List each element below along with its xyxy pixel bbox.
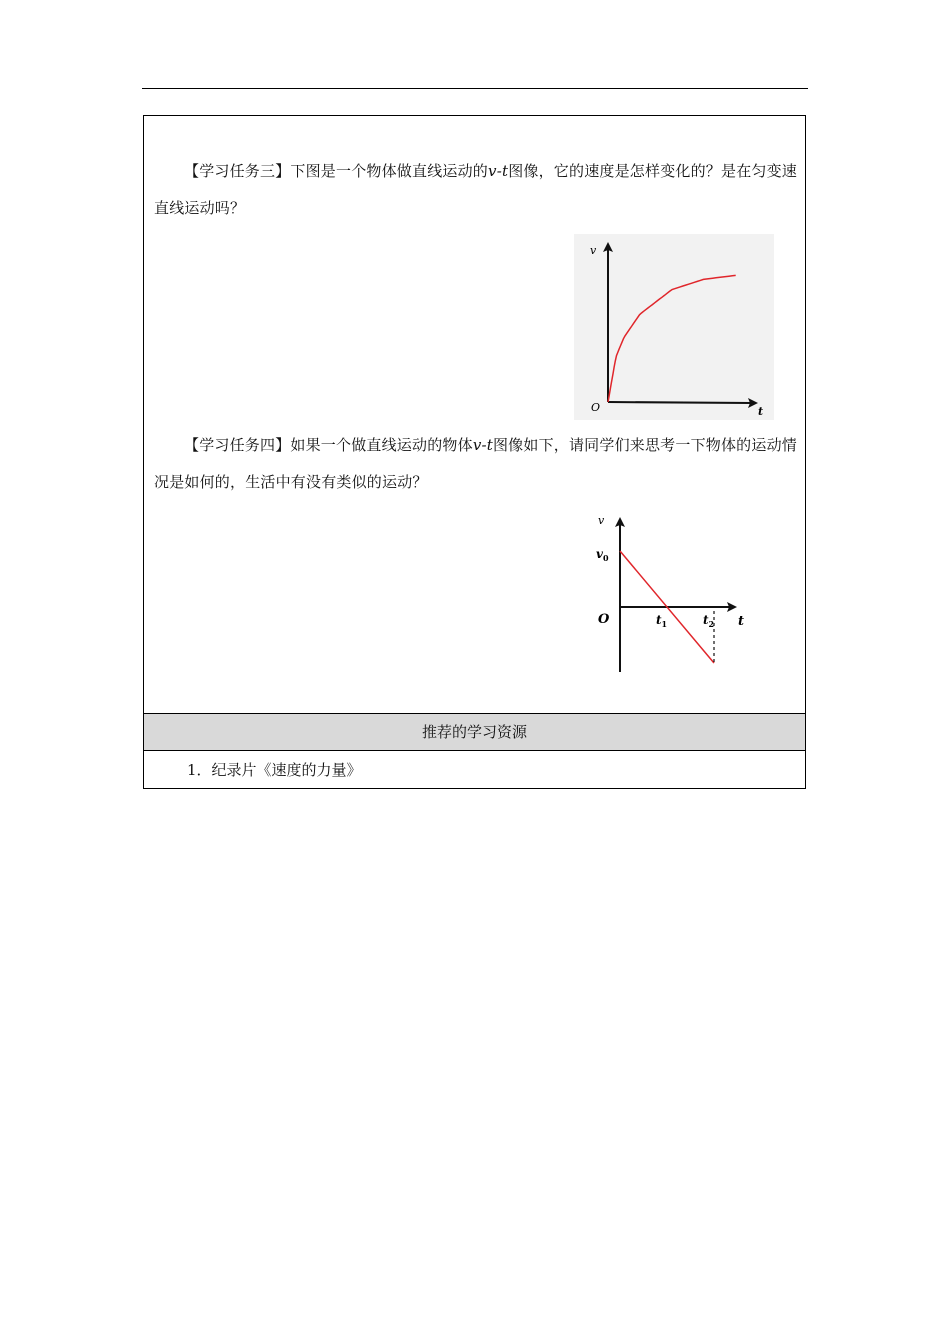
task4-text-b: 图像如下，请同学们来思考一下物体的运动情况是如何的，生活中有没有类似的运动？ bbox=[154, 436, 797, 491]
graph1-x-label: t bbox=[758, 405, 764, 418]
graph1-background bbox=[574, 234, 774, 420]
header-rule bbox=[142, 88, 808, 89]
task4-paragraph bbox=[154, 427, 804, 501]
graph1-x-axis bbox=[608, 402, 752, 403]
task4-text-a: 如果一个做直线运动的物体 bbox=[290, 436, 473, 454]
graph2-x-label: t bbox=[738, 614, 745, 629]
vt-graph-curve bbox=[574, 234, 774, 420]
task3-label: 【学习任务三】 bbox=[184, 162, 291, 180]
resources-header: 推荐的学习资源 bbox=[144, 713, 805, 751]
task3-text-b: 图像，它的速度是怎样变化的？是在匀变速直线运动吗？ bbox=[154, 162, 797, 217]
graph2-t2-label: $t_2$ bbox=[703, 613, 715, 629]
graph2-v0-label: $v_0$ bbox=[596, 547, 609, 563]
graph1-y-label: v bbox=[590, 244, 597, 257]
graph1-origin-label: O bbox=[591, 401, 601, 414]
graph2-y-label: v bbox=[598, 514, 605, 527]
task3-vt: v-t bbox=[488, 162, 509, 180]
task3-text-a: 下图是一个物体做直线运动的 bbox=[290, 162, 489, 180]
vt-graph-linear bbox=[585, 508, 755, 678]
task4-vt: v-t bbox=[472, 436, 493, 454]
task3-paragraph bbox=[154, 153, 804, 227]
graph2-origin-label: O bbox=[598, 612, 610, 627]
resource-item[interactable]: 1．纪录片《速度的力量》 bbox=[187, 761, 362, 779]
task4-label: 【学习任务四】 bbox=[184, 436, 291, 454]
graph2-t1-label: $t_1$ bbox=[656, 613, 668, 629]
